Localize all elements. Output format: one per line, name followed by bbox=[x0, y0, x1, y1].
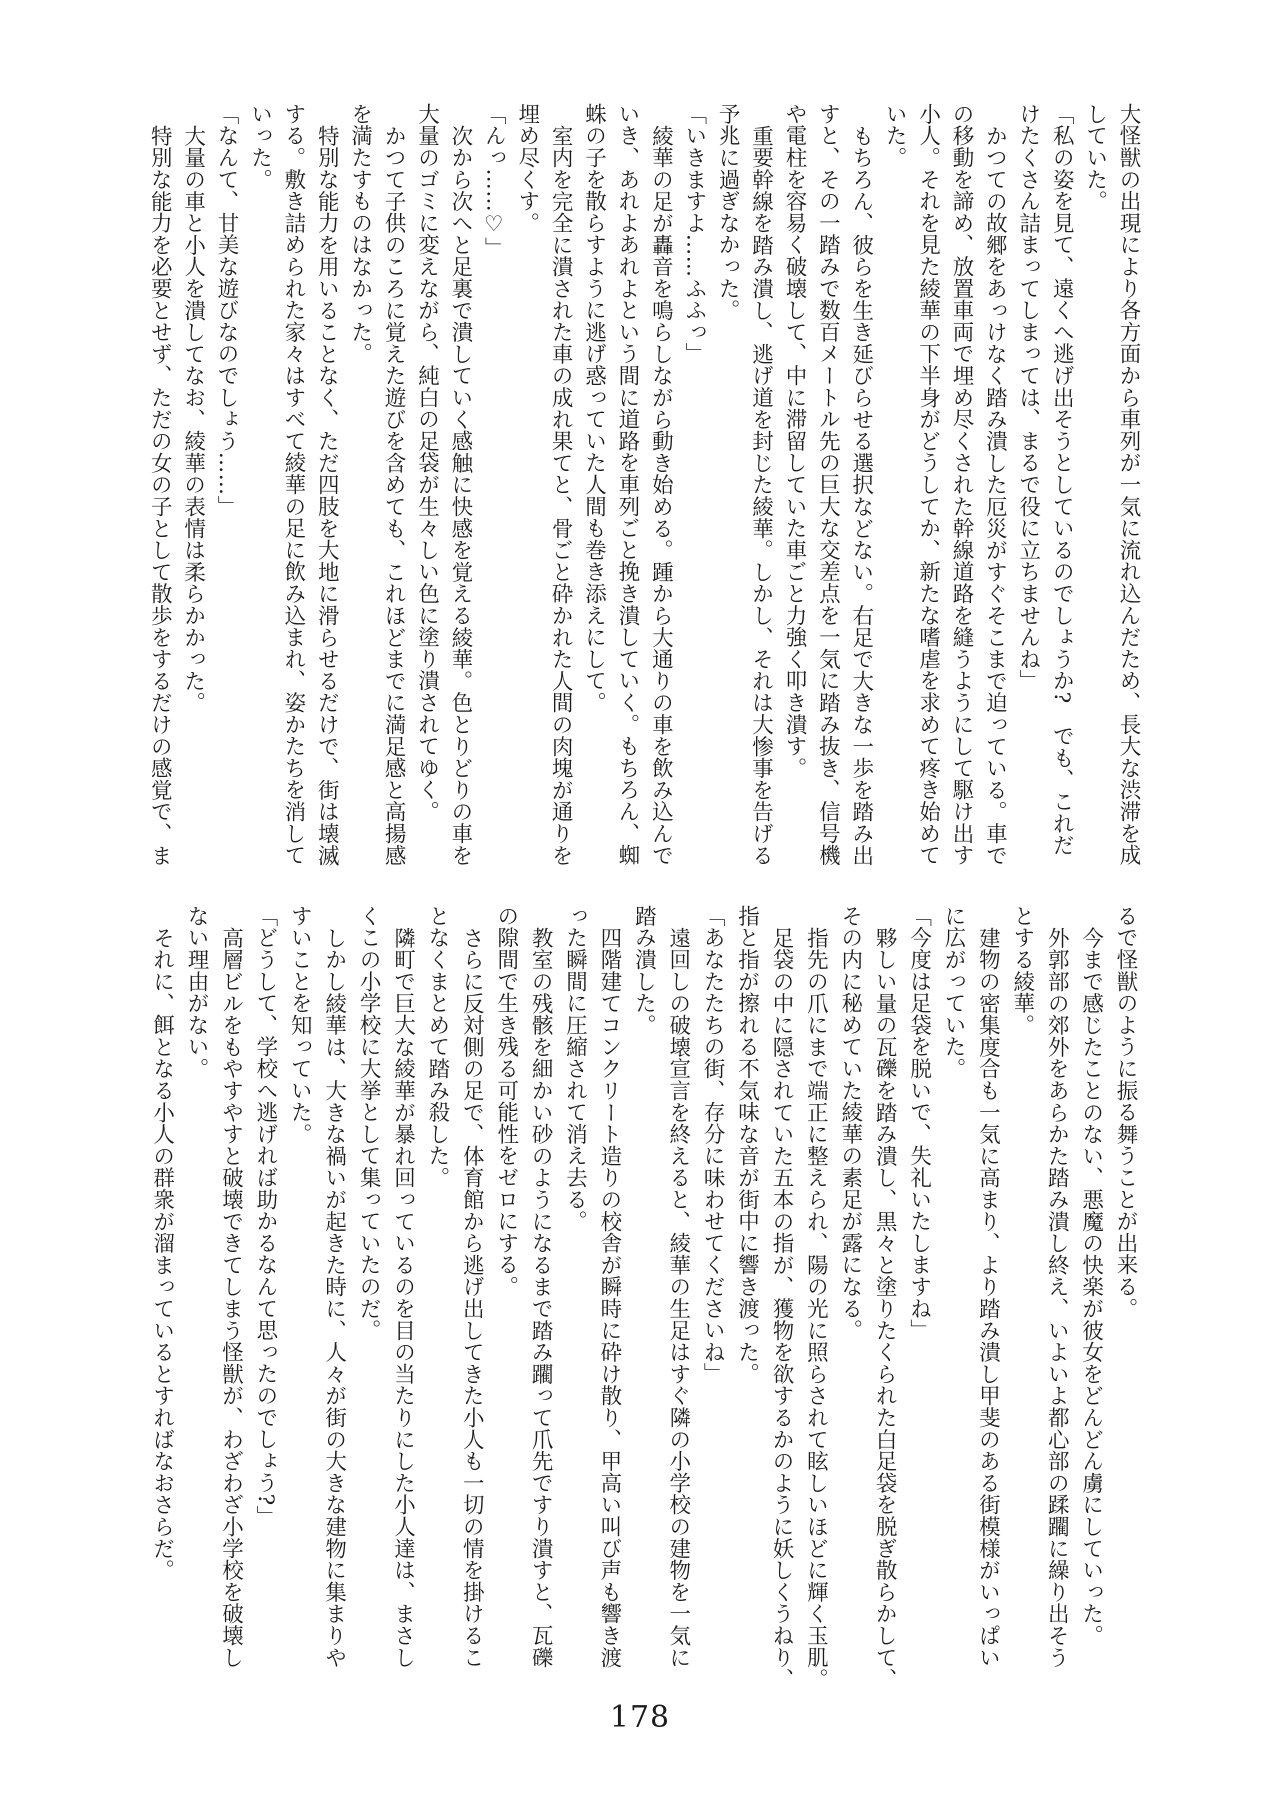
text-line: った瞬間に圧縮されて消え去る。 bbox=[562, 905, 588, 1232]
text-line: ない理由がない。 bbox=[184, 905, 210, 1080]
text-line: いた。 bbox=[882, 103, 908, 169]
text-line: るで怪獣のように振る舞うことが出来る。 bbox=[1113, 905, 1138, 1320]
text-line: 特別な能力を用いることなく、ただ四肢を大地に滑らせるだけで、街は壊滅 bbox=[314, 124, 340, 866]
text-line: 室内を完全に潰された車の成れ果てと、骨ごと砕かれた人間の肉塊が通りを bbox=[548, 124, 574, 866]
text-line: 大量の車と小人を潰してなお、綾華の表情は柔らかかった。 bbox=[180, 124, 206, 714]
text-line: となくまとめて踏み殺した。 bbox=[424, 905, 450, 1189]
text-line: 蛛の子を散らすように逃げ惑っていた人間も巻き添えにして。 bbox=[581, 103, 607, 714]
text-line: すと、その一踏みで数百メートル先の巨大な交差点を一気に踏み抜き、信号機 bbox=[815, 103, 841, 866]
text-line: とする綾華。 bbox=[1009, 905, 1035, 1036]
text-line: もちろん、彼らを生き延びらせる選択などない。右足で大きな一歩を踏み出 bbox=[848, 124, 874, 866]
text-line: や電柱を容易く破壊して、中に滞留していた車ごと力強く叩き潰す。 bbox=[781, 103, 807, 779]
text-line: くこの小学校に大挙として集っていたのだ。 bbox=[356, 905, 382, 1341]
text-line: 四階建てコンクリート造りの校舎が瞬時に砕け散り、甲高い叫び声も響き渡 bbox=[596, 926, 622, 1668]
text-line: 大量のゴミに変えながら、純白の足袋が生々しい色に塗り潰されてゆく。 bbox=[414, 103, 440, 823]
text-line: 「今度は足袋を脱いで、失礼いたしますね」 bbox=[906, 905, 932, 1341]
text-line: 重要幹線を踏み潰し、逃げ道を封じた綾華。しかし、それは大惨事を告げる bbox=[748, 124, 774, 866]
text-line: 指先の爪にまで端正に整えられ、陽の光に照らされて眩しいほどに輝く玉肌。 bbox=[803, 926, 829, 1690]
text-line: 今まで感じたことのない、悪魔の快楽が彼女をどんどん虜にしていった。 bbox=[1078, 926, 1104, 1646]
text-line: 次から次へと足裏で潰していく感触に快感を覚える綾華。色とりどりの車を bbox=[447, 124, 473, 866]
text-line: 足袋の中に隠されていた五本の指が、獲物を欲するかのように妖しくうねり、 bbox=[768, 926, 794, 1690]
text-line: 予兆に過ぎなかった。 bbox=[715, 103, 741, 321]
text-line: 「どうして、学校へ逃げれば助かるなんて思ったのでしょう?」 bbox=[252, 905, 278, 1528]
text-line: かつて子供のころに覚えた遊びを含めても、これほどまでに満足感と高揚感 bbox=[381, 124, 407, 866]
text-line: する。敷き詰められた家々はすべて綾華の足に飲み込まれ、姿かたちを消して bbox=[280, 103, 306, 866]
text-line: 綾華の足が轟音を鳴らしながら動き始める。踵から大通りの車を飲み込んで bbox=[648, 124, 674, 866]
text-line: 外郭部の郊外をあらかた踏み潰し終え、いよいよ都心部の蹂躙に繰り出そう bbox=[1044, 926, 1070, 1668]
text-line: いった。 bbox=[247, 103, 273, 191]
text-line: いき、あれよあれよという間に道路を車列ごと挽き潰していく。もちろん、蜘 bbox=[614, 103, 640, 866]
text-line: 「いきますよ……ふふっ」 bbox=[681, 103, 707, 365]
text-line: の移動を諦め、放置車両で埋め尽くされた幹線道路を縫うようにして駆け出す bbox=[948, 103, 974, 866]
text-line: 大怪獣の出現により各方面から車列が一気に流れ込んだため、長大な渋滞を成 bbox=[1116, 103, 1141, 866]
text-line: 夥しい量の瓦礫を踏み潰し、黒々と塗りたくられた白足袋を脱ぎ散らかして、 bbox=[872, 926, 898, 1690]
text-line: に広がっていた。 bbox=[940, 905, 966, 1080]
text-line: かつての故郷をあっけなく踏み潰した厄災がすぐそこまで迫っている。車で bbox=[982, 124, 1008, 866]
text-line: 「私の姿を見て、遠くへ逃げ出そうとしているのでしょうか? でも、これだ bbox=[1049, 103, 1075, 857]
page-number: 178 bbox=[609, 1700, 671, 1735]
text-line: 小人。それを見た綾華の下半身がどうしてか、新たな嗜虐を求めて疼き始めて bbox=[915, 103, 941, 866]
text-line: 隣町で巨大な綾華が暴れ回っているのを目の当たりにした小人達は、まさし bbox=[390, 926, 416, 1668]
text-line: けたくさん詰まってしまっては、まるで役に立ちませんね」 bbox=[1015, 103, 1041, 692]
text-line: 高層ビルをもやすやすと破壊できてしまう怪獣が、わざわざ小学校を破壊し bbox=[218, 926, 244, 1668]
text-line: その内に秘めていた綾華の素足が露になる。 bbox=[837, 905, 863, 1341]
text-line: 教室の残骸を細かい砂のようになるまで踏み躙って爪先ですり潰すと、瓦礫 bbox=[528, 926, 554, 1668]
text-line: していた。 bbox=[1082, 103, 1108, 212]
text-line: 遠回しの破壊宣言を終えると、綾華の生足はすぐ隣の小学校の建物を一気に bbox=[665, 926, 691, 1668]
text-line: 「なんて、甘美な遊びなのでしょう……」 bbox=[214, 103, 240, 518]
text-block-top bbox=[143, 103, 1145, 881]
text-line: 踏み潰した。 bbox=[631, 905, 657, 1036]
text-line: 「あなたたちの街、存分に味わせてくださいね」 bbox=[700, 905, 726, 1385]
text-line: 指と指が擦れる不気味な音が街中に響き渡った。 bbox=[734, 905, 760, 1385]
text-line: 建物の密集度合も一気に高まり、より踏み潰し甲斐のある街模様がいっぱい bbox=[975, 926, 1001, 1668]
text-line: を満たすものはなかった。 bbox=[347, 103, 373, 365]
text-line: の隙間で生き残る可能性をゼロにする。 bbox=[493, 905, 519, 1298]
text-line: さらに反対側の足で、体育館から逃げ出してきた小人も一切の情を掛けるこ bbox=[459, 926, 485, 1668]
text-block-bottom bbox=[144, 905, 1142, 1690]
text-line: 「んっ……♡」 bbox=[481, 103, 507, 260]
text-line: それに、餌となる小人の群衆が溜まっているとすればなおさらだ。 bbox=[149, 926, 175, 1581]
text-line: 特別な能力を必要とせず、ただの女の子として散歩をするだけの感覚で、ま bbox=[147, 124, 173, 866]
text-line: すいことを知っていた。 bbox=[287, 905, 313, 1145]
text-line: 埋め尽くす。 bbox=[514, 103, 540, 234]
text-line: しかし綾華は、大きな禍いが起きた時に、人々が街の大きな建物に集まりや bbox=[321, 926, 347, 1668]
